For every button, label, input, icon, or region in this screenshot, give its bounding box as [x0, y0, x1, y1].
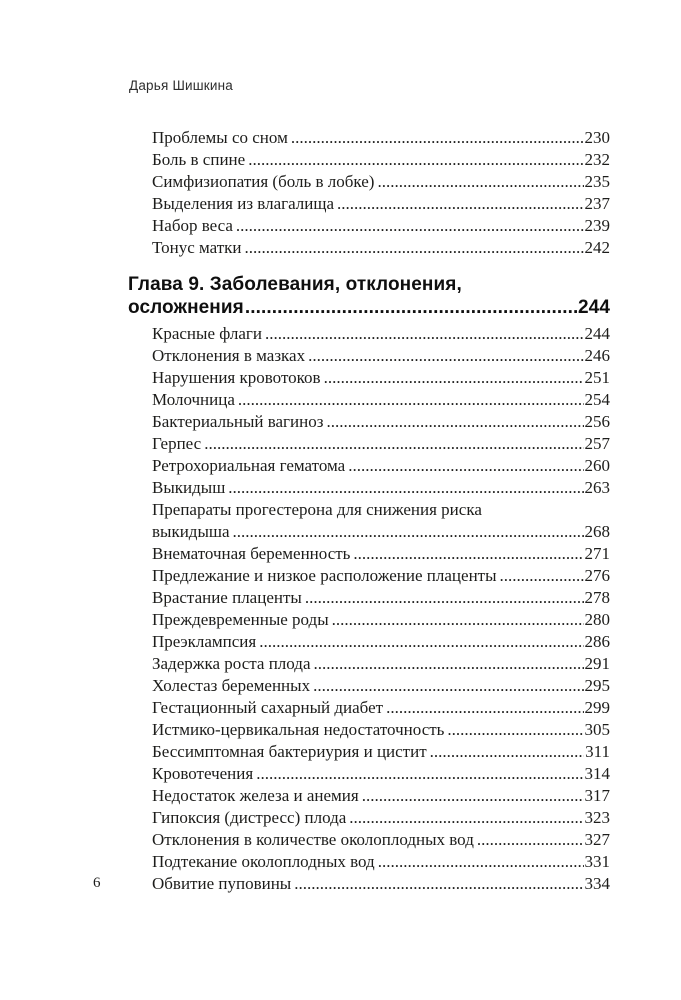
toc-entry-page-number: 260	[584, 456, 610, 475]
toc-entry	[152, 171, 610, 193]
toc-entry-page-number: 268	[584, 522, 610, 541]
toc-entry-label: Симфизиопатия (боль в лобке)	[152, 172, 375, 191]
toc-entry-label: Выкидыш	[152, 478, 226, 497]
toc-entry	[152, 741, 610, 763]
toc-entry	[152, 763, 610, 785]
toc-entry-page-number: 251	[584, 368, 610, 387]
toc-entry-label: Нарушения кровотоков	[152, 368, 321, 387]
toc-entry-page-number: 280	[584, 610, 610, 629]
toc-entry-label: Ретрохориальная гематома	[152, 456, 346, 475]
toc-entry-label: Выделения из влагалища	[152, 194, 335, 213]
toc-entry-page-number: 323	[584, 808, 610, 827]
toc-entry	[152, 215, 610, 237]
toc-entry	[152, 675, 610, 697]
folio-page-number: 6	[93, 875, 101, 891]
toc-entry-label: Холестаз беременных	[152, 676, 311, 695]
toc-entry-page-number: 331	[584, 852, 610, 871]
toc-entry-label: Истмико-цервикальная недостаточность	[152, 720, 445, 739]
toc-entry-page-number: 254	[584, 390, 610, 409]
dot-leader	[362, 785, 584, 807]
toc-entry-page-number: 232	[584, 150, 610, 169]
toc-entry-label: Врастание плаценты	[152, 588, 302, 607]
toc-entry	[152, 323, 610, 345]
dot-leader	[313, 675, 583, 697]
toc-entry-page-number: 263	[584, 478, 610, 497]
toc-entry-label: выкидыша	[152, 522, 230, 541]
chapter-heading-text: осложнения	[128, 297, 244, 318]
dot-leader	[204, 433, 583, 455]
toc-entry-page-number: 257	[584, 434, 610, 453]
dot-leader	[305, 587, 584, 609]
dot-leader	[248, 149, 583, 171]
toc-entry-page-number: 327	[584, 830, 610, 849]
toc-entry-label: Герпес	[152, 434, 202, 453]
toc-entry-page-number: 276	[584, 566, 610, 585]
dot-leader	[348, 455, 583, 477]
toc-entry	[152, 389, 610, 411]
dot-leader	[294, 873, 583, 895]
toc-entry	[152, 697, 610, 719]
toc-entry-page-number: 311	[585, 742, 610, 761]
toc-entry-label: Бактериальный вагиноз	[152, 412, 324, 431]
toc-entry-label: Тонус матки	[152, 238, 242, 257]
chapter-heading-line2	[128, 296, 610, 319]
dot-leader	[238, 389, 584, 411]
toc-entry	[152, 631, 610, 653]
toc-entry-page-number: 299	[584, 698, 610, 717]
toc-entry-page-number: 314	[584, 764, 610, 783]
dot-leader	[326, 411, 583, 433]
toc-entry	[152, 455, 610, 477]
toc-entry-page-number: 246	[584, 346, 610, 365]
toc-entry	[152, 807, 610, 829]
dot-leader	[245, 296, 577, 319]
toc-entry-label: Бессимптомная бактериурия и цистит	[152, 742, 427, 761]
toc-entry-label: Набор веса	[152, 216, 233, 235]
running-header-author: Дарья Шишкина	[129, 78, 234, 93]
toc-entry-label: Преждевременные роды	[152, 610, 329, 629]
toc-entry	[152, 433, 610, 455]
toc-entry	[152, 367, 610, 389]
dot-leader	[477, 829, 584, 851]
toc-entry-page-number: 235	[584, 172, 610, 191]
dot-leader	[233, 521, 584, 543]
toc-entry-label: Обвитие пуповины	[152, 874, 292, 893]
toc-entry-wrap-line	[152, 499, 610, 521]
toc-entry-label: Проблемы со сном	[152, 128, 288, 147]
toc-list-pre-chapter	[152, 127, 610, 259]
dot-leader	[324, 367, 584, 389]
toc-entry-label: Кровотечения	[152, 764, 254, 783]
toc-entry-label: Красные флаги	[152, 324, 262, 343]
toc-entry-page-number: 239	[584, 216, 610, 235]
toc-entry	[152, 411, 610, 433]
dot-leader	[256, 763, 583, 785]
toc-entry	[152, 829, 610, 851]
toc-entry-label: Молочница	[152, 390, 235, 409]
toc-entry	[152, 521, 610, 543]
toc-entry	[152, 237, 610, 259]
toc-entry-page-number: 256	[584, 412, 610, 431]
toc-entry-page-number: 334	[584, 874, 610, 893]
toc-entry-label: Гестационный сахарный диабет	[152, 698, 384, 717]
toc-entry	[152, 345, 610, 367]
toc-entry-label: Гипоксия (дистресс) плода	[152, 808, 347, 827]
toc-entry-page-number: 237	[584, 194, 610, 213]
toc-entry	[152, 851, 610, 873]
dot-leader	[245, 237, 584, 259]
toc-entry	[152, 653, 610, 675]
dot-leader	[259, 631, 583, 653]
dot-leader	[447, 719, 583, 741]
toc-entry	[152, 719, 610, 741]
toc-entry-page-number: 278	[584, 588, 610, 607]
toc-entry-page-number: 291	[584, 654, 610, 673]
dot-leader	[228, 477, 583, 499]
dot-leader	[430, 741, 584, 763]
toc-entry-page-number: 230	[584, 128, 610, 147]
toc-entry	[152, 785, 610, 807]
chapter-heading	[128, 273, 610, 319]
toc-entry-label: Задержка роста плода	[152, 654, 311, 673]
toc-entry-label: Отклонения в количестве околоплодных вод	[152, 830, 474, 849]
toc-entry-page-number: 271	[584, 544, 610, 563]
toc-entry	[152, 193, 610, 215]
toc-entry-page-number: 317	[584, 786, 610, 805]
dot-leader	[236, 215, 584, 237]
toc-entry-label: Боль в спине	[152, 150, 246, 169]
toc-entry	[152, 149, 610, 171]
dot-leader	[500, 565, 584, 587]
toc-entry-label: Преэклампсия	[152, 632, 257, 651]
toc-entry-page-number: 242	[584, 238, 610, 257]
toc-entry	[152, 543, 610, 565]
dot-leader	[332, 609, 584, 631]
toc-entry	[152, 609, 610, 631]
toc-entry-page-number: 295	[584, 676, 610, 695]
chapter-page-number: 244	[577, 297, 610, 318]
toc-entry-label: Недостаток железа и анемия	[152, 786, 359, 805]
dot-leader	[337, 193, 583, 215]
toc-entry	[152, 873, 610, 895]
toc-entry-label: Препараты прогестерона для снижения риска	[152, 500, 482, 519]
dot-leader	[308, 345, 583, 367]
toc-entry-page-number: 305	[584, 720, 610, 739]
toc-entry-page-number: 286	[584, 632, 610, 651]
dot-leader	[349, 807, 583, 829]
toc-entry-label: Отклонения в мазках	[152, 346, 306, 365]
dot-leader	[291, 127, 584, 149]
toc-entry-label: Предлежание и низкое расположение плаценты	[152, 566, 497, 585]
dot-leader	[386, 697, 583, 719]
toc-entry-label: Внематочная беременность	[152, 544, 351, 563]
dot-leader	[377, 171, 583, 193]
toc-list-chapter-9	[152, 323, 610, 895]
dot-leader	[353, 543, 583, 565]
toc-entry	[152, 477, 610, 499]
dot-leader	[265, 323, 584, 345]
dot-leader	[378, 851, 584, 873]
toc-entry	[152, 127, 610, 149]
chapter-heading-line1: Глава 9. Заболевания, отклонения,	[128, 274, 462, 295]
toc-entry	[152, 565, 610, 587]
toc-entry-page-number: 244	[584, 324, 610, 343]
dot-leader	[314, 653, 584, 675]
toc-entry	[152, 587, 610, 609]
toc-entry-label: Подтекание околоплодных вод	[152, 852, 375, 871]
